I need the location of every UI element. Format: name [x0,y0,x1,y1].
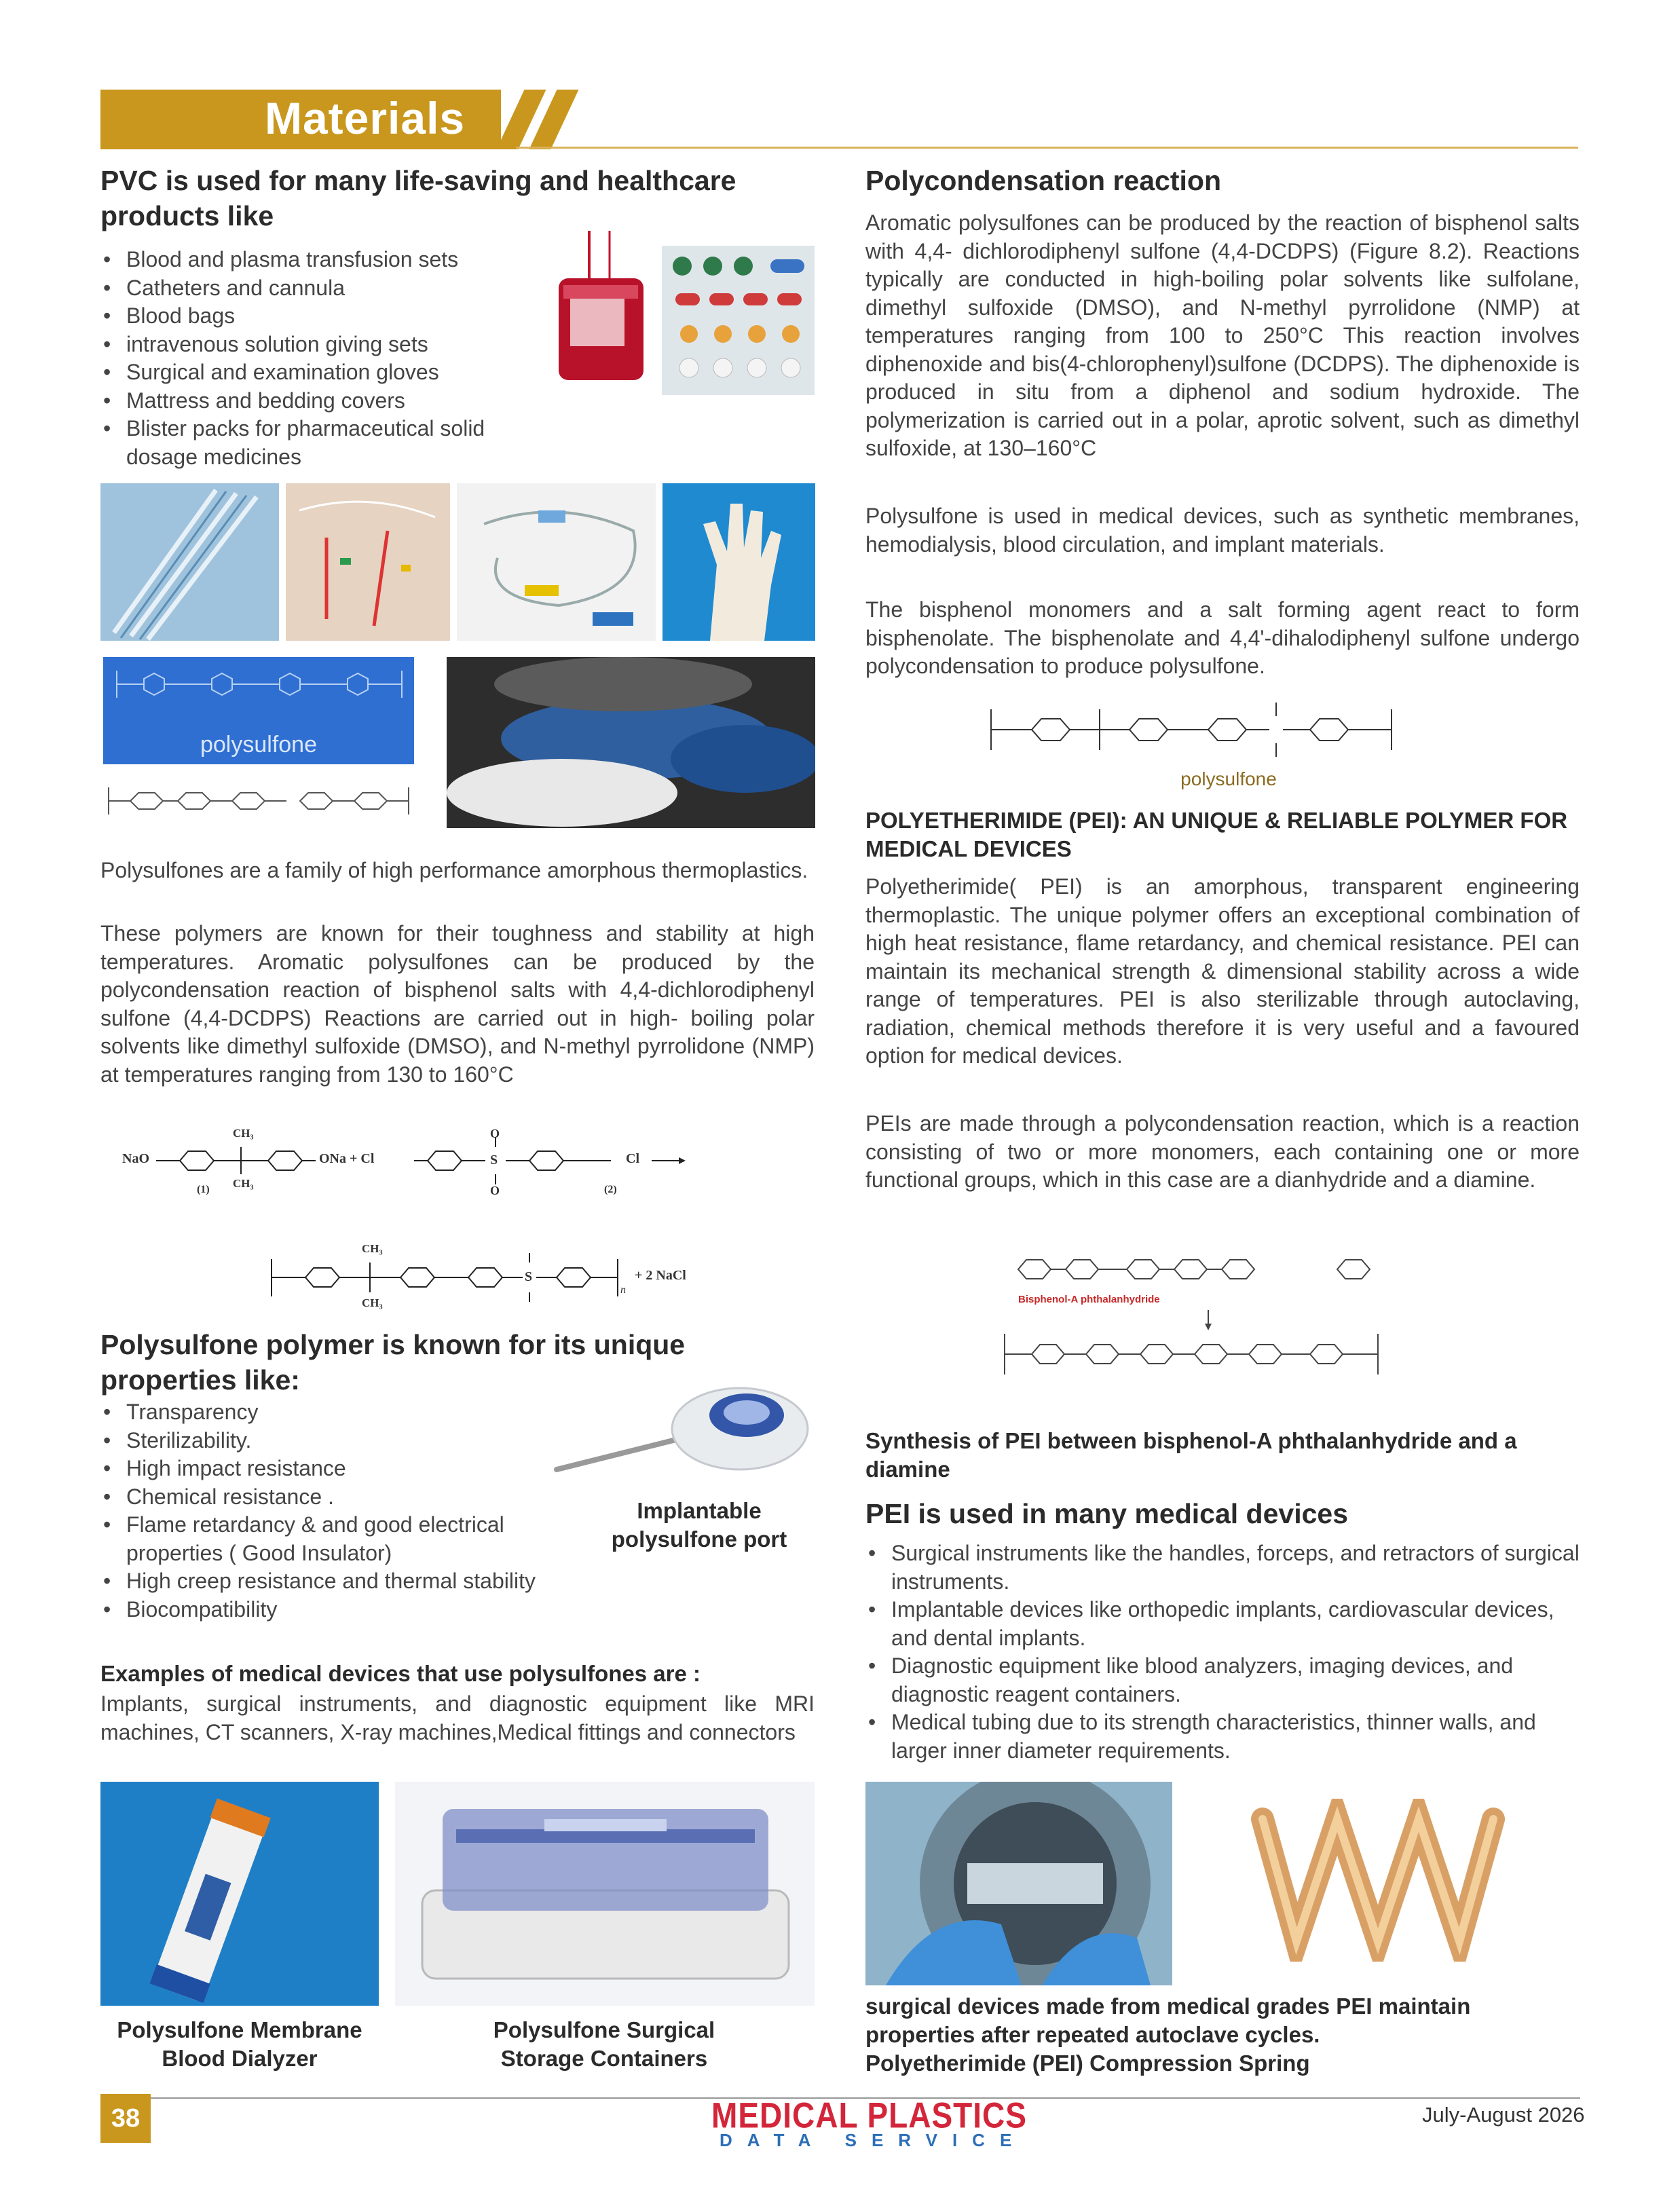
spring-caption: Polyetherimide (PEI) Compression Spring [865,2051,1310,2076]
polycondensation-paragraph-2: Polysulfone is used in medical devices, such as synthetic membranes, hemodialysis, blood circulation, and implant materials. [865,504,1580,557]
list-item: • Implantable devices like orthopedic implants, cardiovascular devices, and dental implants. [865,1596,1580,1652]
reaction-label-cl: Cl [626,1151,639,1166]
list-item: • Catheters and cannula [100,274,562,303]
autoclave-caption: surgical devices made from medical grades PEI maintain properties after repeated autoclave cycles. [865,1994,1471,2047]
cannula-image [286,483,450,641]
pei-uses-list [865,1539,1580,1765]
reaction-label-ch3: CH₃ [233,1127,254,1140]
reaction-label-s: S [525,1269,533,1284]
list-item: • Diagnostic equipment like blood analyzers, imaging devices, and diagnostic reagent containers. [865,1652,1580,1708]
reaction-label-n: n [620,1284,626,1296]
list-item: • Surgical instruments like the handles, forceps, and retractors of surgical instruments. [865,1539,1580,1596]
catheter-image [100,483,279,641]
iv-set-image [457,483,656,641]
properties-list [100,1398,569,1624]
polysulfone-structure-small [103,774,415,828]
gloves-image [662,483,815,641]
polycondensation-paragraph-1: Aromatic polysulfones can be produced by the reaction of bisphenol salts with 4,4- dichlorodiphenyl sulfone (4,4-DCDPS) (Figure 8.2). Reactions typically are conducted in high-boiling polar solvents like sulfolane, dimethyl sulfoxide (DMSO), and N-methyl pyrrolidone (NMP) at temperatures ranging from 100 to 250°C This reaction involves diphenoxide and bis(4-chlorophenyl)sulfone (DCDPS). The diphenoxide is produced in situ from a diphenol and sodium hydroxide. The polymerization is carried out in a polar, aprotic solvent, such as dimethyl sulfoxide, at 130–160°C [865,210,1580,460]
reaction-label-nao: NaO [122,1151,149,1166]
list-item: • Chemical resistance . [100,1483,569,1512]
issue-date: July-August 2026 [1422,2103,1585,2127]
brand-logo-tagline: DATA SERVICE [720,2130,1027,2150]
pei-spring-image [1242,1799,1512,1962]
list-item: • intravenous solution giving sets [100,331,562,359]
polysulfone-structure-caption: polysulfone [1180,768,1277,789]
reaction-label-ch3: CH₃ [362,1242,383,1255]
section-title: Materials [265,93,466,143]
intro-paragraph-2: These polymers are known for their toughness and stability at high temperatures. Aromatic polysulfones can be produced by the polycondensation reaction of bisphenol salts with 4,4-dichlorodiphenyl sulfone (4,4-DCDPS) Reactions are carried out in high- boiling polar solvents like dimethyl sulfoxide (DMSO), and N-methyl pyrrolidone (NMP) at temperatures ranging from 130 to 160°C [100,921,815,1087]
list-item: • Mattress and bedding covers [100,387,562,415]
autoclave-image [865,1782,1172,1985]
list-item: • Medical tubing due to its strength characteristics, thinner walls, and larger inner diameter requirements. [865,1708,1580,1765]
reaction-label-2: (2) [604,1184,617,1195]
polymer-pellets-image [447,657,815,828]
port-caption: Implantable polysulfone port [611,1498,787,1552]
reaction-scheme-product [265,1242,808,1317]
list-item: • Transparency [100,1398,569,1427]
blood-dialyzer-image [100,1782,379,2006]
examples-heading: Examples of medical devices that use polysulfones are : [100,1661,701,1686]
pei-synthesis-scheme [991,1242,1466,1388]
reaction-label-1: (1) [197,1184,210,1195]
polysulfone-banner-label: polysulfone [200,732,317,757]
pei-uses-heading: PEI is used in many medical devices [865,1498,1348,1529]
reaction-label-ch3: CH₃ [362,1296,383,1309]
page-number: 38 [100,2094,151,2143]
reaction-label-ona: ONa + Cl [319,1151,375,1166]
reaction-scheme-reactants [122,1127,801,1201]
reaction-label-s: S [490,1153,498,1167]
implantable-port-image [550,1368,815,1483]
pvc-heading: PVC is used for many life-saving and healthcare products like [100,165,736,231]
reaction-label-o: O [490,1184,500,1197]
containers-caption: Polysulfone Surgical Storage Containers [493,2017,715,2071]
pei-paragraph-1: Polyetherimide( PEI) is an amorphous, transparent engineering thermoplastic. The unique polymer offers an exceptional combination of high heat resistance, flame retardancy, and chemical resistance. PEI can maintain its mechanical strength & dimensional stability across a wide range of temperatures. PEI is also sterilizable through autoclaving, radiation, chemical methods therefore it is very useful and a favoured option for medical devices. [865,874,1580,1068]
list-item: • High creep resistance and thermal stability [100,1567,540,1596]
header-rule [516,147,1578,149]
blister-pack-image [662,246,815,395]
list-item: • Biocompatibility [100,1596,569,1624]
list-item: • High impact resistance [100,1455,569,1483]
blood-bag-image [548,231,650,387]
reaction-label-o: O [490,1127,500,1140]
list-item: • Surgical and examination gloves [100,358,562,387]
intro-paragraph-1: Polysulfones are a family of high performance amorphous thermoplastics. [100,858,808,882]
pvc-list [100,246,562,471]
reaction-label-ch3: CH₃ [233,1177,254,1190]
brand-logo-name: MEDICAL PLASTICS [711,2095,1027,2135]
list-item: • Blood and plasma transfusion sets [100,246,562,274]
list-item: • Blister packs for pharmaceutical solid dosage medicines [100,415,520,471]
list-item: • Sterilizability. [100,1427,569,1455]
pei-synthesis-caption: Synthesis of PEI between bisphenol-A phthalanhydride and a diamine [865,1428,1517,1482]
pei-paragraph-2: PEIs are made through a polycondensation reaction, which is a reaction consisting of two or more monomers, each containing one or more functional groups, which in this case are a dianhydride and a diamine. [865,1111,1580,1192]
polycondensation-heading: Polycondensation reaction [865,165,1221,196]
polysulfone-structure [984,689,1473,764]
list-item: • Flame retardancy & and good electrical properties ( Good Insulator) [100,1511,569,1567]
reaction-label-nacl: + 2 NaCl [635,1268,686,1283]
properties-heading: Polysulfone polymer is known for its unique properties like: [100,1329,686,1396]
pei-heading: POLYETHERIMIDE (PEI): AN UNIQUE & RELIABLE POLYMER FOR MEDICAL DEVICES [865,808,1568,861]
polycondensation-paragraph-3: The bisphenol monomers and a salt forming agent react to form bisphenolate. The bisphenolate and 4,4'-dihalodiphenyl sulfone undergo polycondensation to produce polysulfone. [865,597,1580,678]
dialyzer-caption: Polysulfone Membrane Blood Dialyzer [117,2017,362,2071]
examples-text: Implants, surgical instruments, and diagnostic equipment like MRI machines, CT scanners, X-ray machines,Medical fittings and connectors [100,1691,815,1744]
list-item: • Blood bags [100,302,562,331]
storage-container-image [395,1782,815,2006]
pei-scheme-label: Bisphenol-A phthalanhydride [1018,1294,1160,1305]
polysulfone-banner [103,657,414,764]
